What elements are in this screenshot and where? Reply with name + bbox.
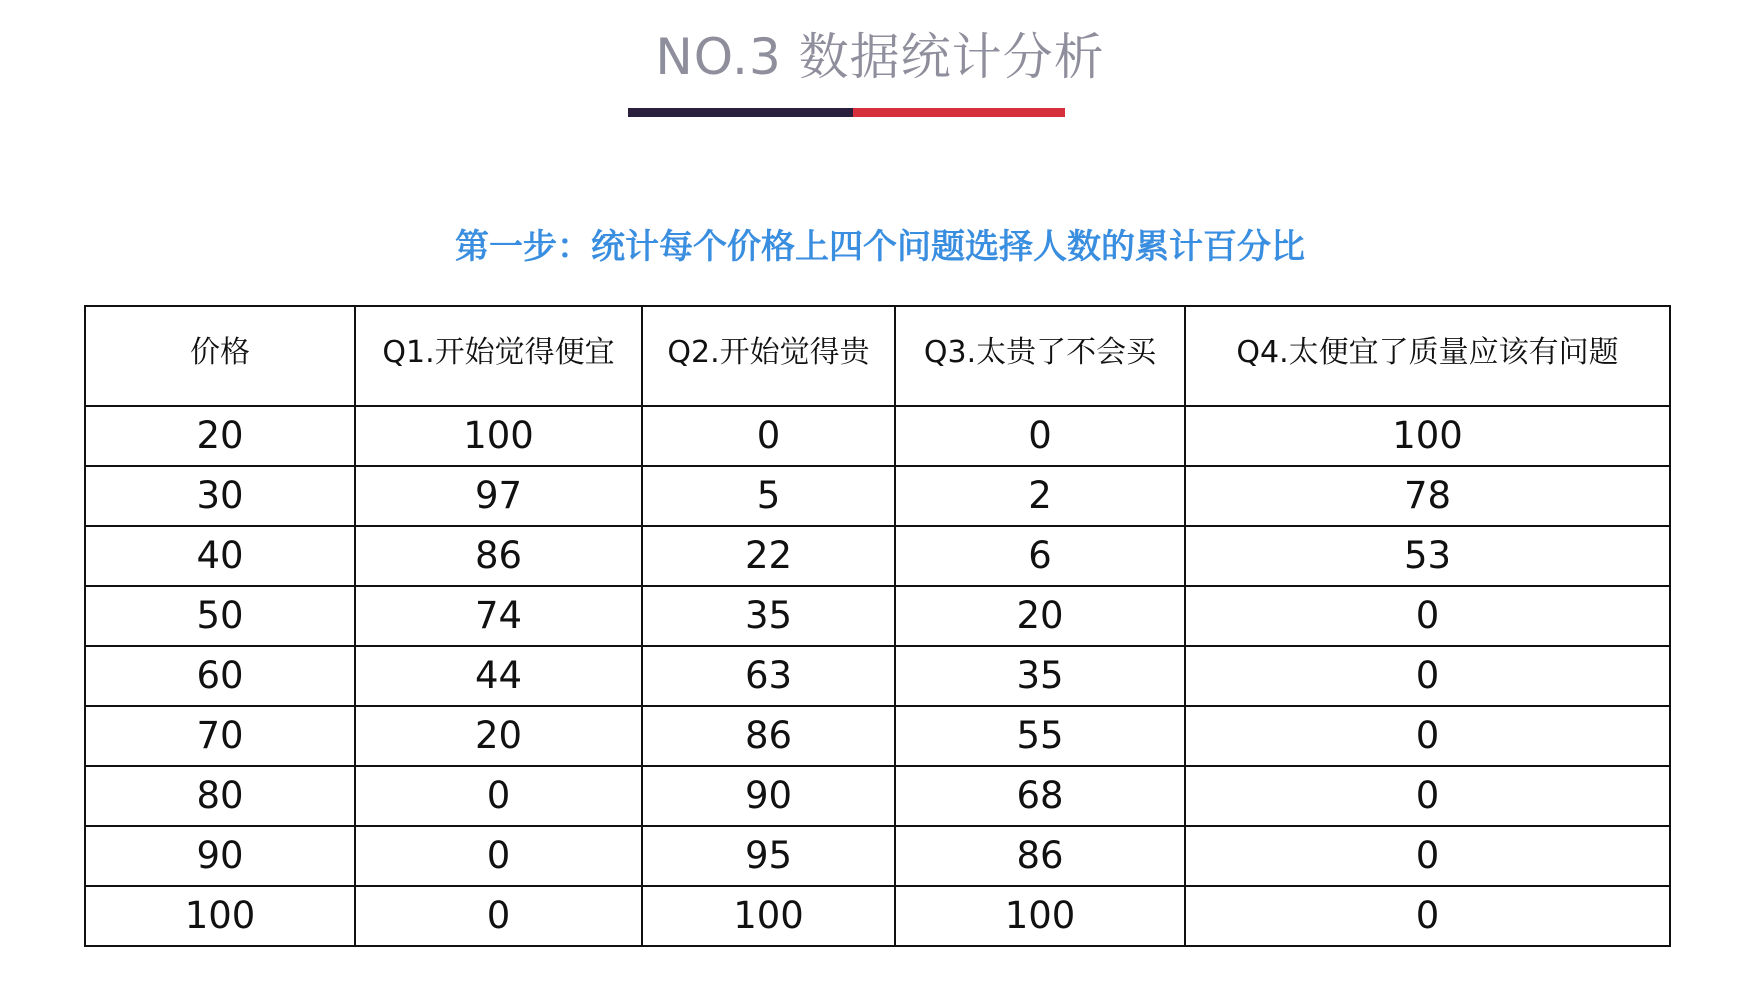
cell-q3: 35: [895, 646, 1185, 706]
cell-q2: 22: [642, 526, 895, 586]
cell-q2: 86: [642, 706, 895, 766]
table-row: [85, 406, 1670, 466]
header-q3: Q3.太贵了不会买: [895, 306, 1185, 406]
cell-q3: 20: [895, 586, 1185, 646]
cell-price: 80: [85, 766, 355, 826]
cell-price: 20: [85, 406, 355, 466]
table-row: [85, 586, 1670, 646]
cell-q1: 86: [355, 526, 642, 586]
cell-q1: 0: [355, 766, 642, 826]
cell-q3: 6: [895, 526, 1185, 586]
cell-q4: 0: [1185, 706, 1670, 766]
cell-q4: 53: [1185, 526, 1670, 586]
cell-q4: 0: [1185, 826, 1670, 886]
cell-q4: 0: [1185, 586, 1670, 646]
header-q2: Q2.开始觉得贵: [642, 306, 895, 406]
header-q4: Q4.太便宜了质量应该有问题: [1185, 306, 1670, 406]
cell-price: 50: [85, 586, 355, 646]
table-row: [85, 766, 1670, 826]
cell-q1: 97: [355, 466, 642, 526]
cell-price: 90: [85, 826, 355, 886]
cell-price: 40: [85, 526, 355, 586]
header-q1: Q1.开始觉得便宜: [355, 306, 642, 406]
table-header-row: [85, 306, 1670, 406]
cell-q3: 100: [895, 886, 1185, 946]
cell-q2: 100: [642, 886, 895, 946]
cell-q2: 35: [642, 586, 895, 646]
cell-q3: 55: [895, 706, 1185, 766]
cell-q3: 0: [895, 406, 1185, 466]
table-row: [85, 526, 1670, 586]
cell-price: 30: [85, 466, 355, 526]
title-underline-red-segment: [853, 108, 1065, 117]
cell-price: 60: [85, 646, 355, 706]
table-row: [85, 646, 1670, 706]
title-underline: [628, 108, 1065, 117]
title-underline-dark-segment: [628, 108, 853, 117]
table-row: [85, 466, 1670, 526]
table-row: [85, 706, 1670, 766]
cell-q2: 95: [642, 826, 895, 886]
table-row: [85, 826, 1670, 886]
cell-q1: 0: [355, 826, 642, 886]
cell-q4: 100: [1185, 406, 1670, 466]
cell-q1: 74: [355, 586, 642, 646]
step-heading: 第一步：统计每个价格上四个问题选择人数的累计百分比: [455, 227, 1305, 267]
cell-q4: 78: [1185, 466, 1670, 526]
cell-q1: 0: [355, 886, 642, 946]
cell-q1: 100: [355, 406, 642, 466]
cell-q4: 0: [1185, 646, 1670, 706]
cell-q3: 68: [895, 766, 1185, 826]
cell-q2: 0: [642, 406, 895, 466]
page-title: NO.3 数据统计分析: [655, 28, 1105, 86]
cell-q3: 2: [895, 466, 1185, 526]
cell-q1: 44: [355, 646, 642, 706]
cell-q4: 0: [1185, 886, 1670, 946]
cell-q2: 5: [642, 466, 895, 526]
table-row: [85, 886, 1670, 946]
cell-q2: 63: [642, 646, 895, 706]
cell-price: 70: [85, 706, 355, 766]
cell-q4: 0: [1185, 766, 1670, 826]
cell-q1: 20: [355, 706, 642, 766]
cell-price: 100: [85, 886, 355, 946]
cell-q2: 90: [642, 766, 895, 826]
price-percentage-table: [84, 305, 1671, 947]
header-price: 价格: [85, 306, 355, 406]
cell-q3: 86: [895, 826, 1185, 886]
